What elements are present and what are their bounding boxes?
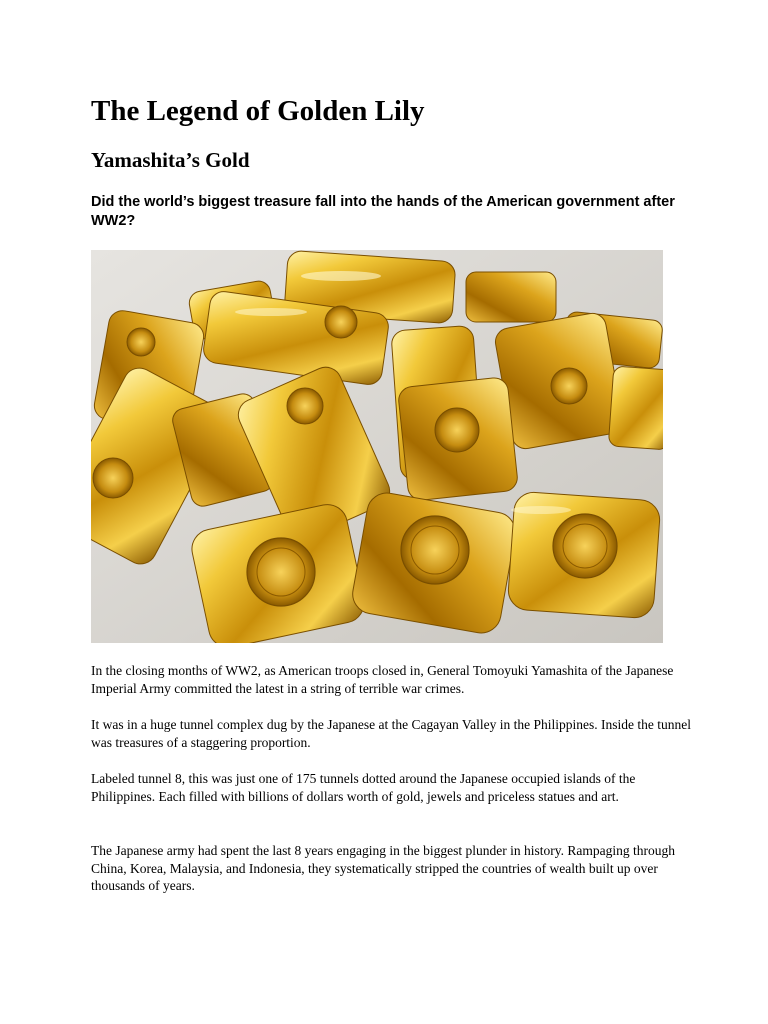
- paragraph-2: It was in a huge tunnel complex dug by the Japanese at the Cagayan Valley in the Philippines. Inside the tunnel was treasures of a staggering proportion.: [91, 717, 691, 750]
- article-subtitle: Yamashita’s Gold: [91, 148, 250, 172]
- paragraph-1: In the closing months of WW2, as American troops closed in, General Tomoyuki Yamashita of the Japanese Imperial Army committed the latest in a string of terrible war crimes.: [91, 663, 674, 696]
- article-lede: Did the world’s biggest treasure fall into the hands of the American government after WW2?: [91, 194, 675, 229]
- paragraph-4: The Japanese army had spent the last 8 years engaging in the biggest plunder in history. Rampaging through China, Korea, Malaysia, and Indonesia, they systematically stripped the countries of wealth built up over thousands of years.: [91, 843, 675, 893]
- gold-bars-photo: [91, 250, 663, 643]
- paragraph-3: Labeled tunnel 8, this was just one of 175 tunnels dotted around the Japanese occupied islands of the Philippines. Each filled with billions of dollars worth of gold, jewels and priceless statues and art.: [91, 771, 636, 804]
- article-title: The Legend of Golden Lily: [91, 95, 425, 127]
